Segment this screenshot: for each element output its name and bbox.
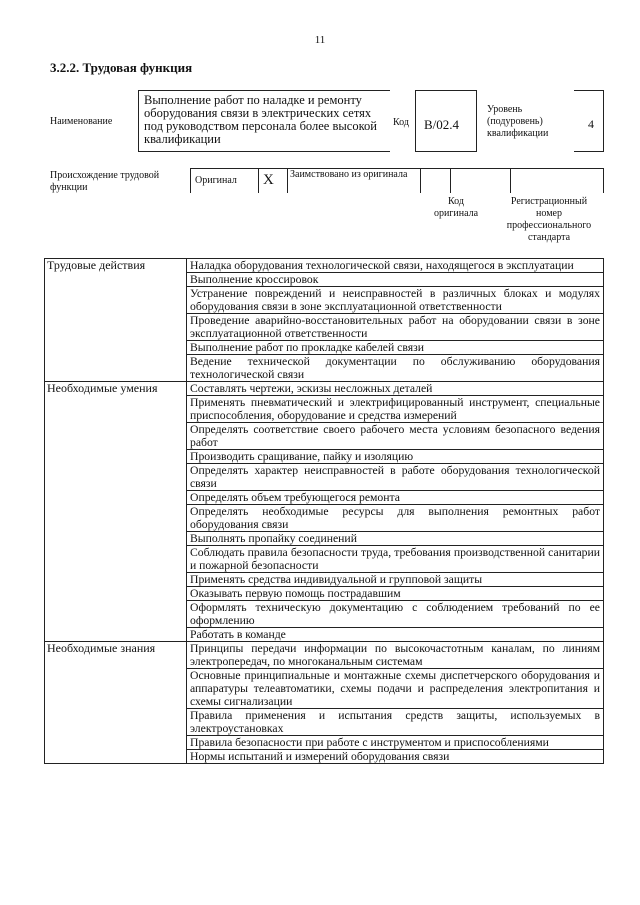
origin-borrowed-cell — [287, 169, 421, 193]
page-number: 11 — [314, 34, 326, 46]
section-item: Производить сращивание, пайку и изоляцию — [187, 450, 604, 464]
section-item: Применять средства индивидуальной и групповой защиты — [187, 573, 604, 587]
section-item: Выполнять пропайку соединений — [187, 532, 604, 546]
section-title: Необходимые знания — [45, 642, 187, 764]
details-table-body — [45, 259, 604, 764]
section-item: Применять пневматический и электрифицированный инструмент, специальные приспособления, оборудование и средства измерений — [187, 396, 604, 423]
section-item: Определять необходимые ресурсы для выполнения ремонтных работ оборудования связи — [187, 505, 604, 532]
section-item: Проведение аварийно-восстановительных работ на оборудовании связи в зоне эксплуатационной ответственности — [187, 314, 604, 341]
section-item: Ведение технической документации по обслуживанию оборудования технологической связи — [187, 355, 604, 382]
origin-code-label: Код оригинала — [433, 196, 479, 219]
level-label: Уровень (подуровень) квалификации — [487, 104, 549, 139]
section-item: Основные принципиальные и монтажные схемы диспетчерского оборудования и аппаратуры телеавтоматики, схемы подачи и распределения электропитания и схемы сигнализации — [187, 669, 604, 709]
origin-row — [190, 168, 604, 193]
origin-code-cell — [450, 169, 511, 193]
section-item: Выполнение кроссировок — [187, 273, 604, 287]
section-item: Оформлять техническую документацию с соблюдением требований по ее оформлению — [187, 601, 604, 628]
table-row — [45, 259, 604, 273]
function-name-box: Выполнение работ по наладке и ремонту оборудования связи в электрических сетях под руководством персонала более высокой квалификации — [138, 90, 390, 152]
origin-mark-cell — [258, 169, 288, 193]
section-item: Определять объем требующегося ремонта — [187, 491, 604, 505]
section-item: Определять соответствие своего рабочего места условиям безопасного ведения работ — [187, 423, 604, 450]
section-item: Работать в команде — [187, 628, 604, 642]
section-item: Соблюдать правила безопасности труда, требования производственной санитарии и пожарной безопасности — [187, 546, 604, 573]
section-item: Наладка оборудования технологической связи, находящегося в эксплуатации — [187, 259, 604, 273]
section-item: Составлять чертежи, эскизы несложных деталей — [187, 382, 604, 396]
section-title: Необходимые умения — [45, 382, 187, 642]
section-item: Устранение повреждений и неисправностей в различных блоках и модулях оборудования связи в зоне эксплуатационной ответственности — [187, 287, 604, 314]
section-item: Определять характер неисправностей в работе оборудования технологической связи — [187, 464, 604, 491]
code-label: Код — [393, 117, 409, 128]
section-item: Выполнение работ по прокладке кабелей связи — [187, 341, 604, 355]
origin-label: Происхождение трудовой функции — [50, 170, 160, 193]
function-details-table — [44, 258, 604, 764]
table-row — [45, 642, 604, 669]
section-title: Трудовые действия — [45, 259, 187, 382]
section-item: Принципы передачи информации по высокочастотным каналам, по линиям электропередач, по многоканальным системам — [187, 642, 604, 669]
origin-borrowed-label: Заимствовано из оригинала — [290, 169, 408, 180]
section-item: Правила применения и испытания средств защиты, используемых в электроустановках — [187, 709, 604, 736]
section-item: Нормы испытаний и измерений оборудования связи — [187, 750, 604, 764]
origin-original-label: Оригинал — [195, 175, 237, 186]
origin-empty-cell — [420, 169, 451, 193]
origin-reg-label: Регистрационный номер профессионального стандарта — [506, 196, 592, 243]
origin-mark: X — [263, 172, 274, 188]
code-value-box: B/02.4 — [415, 90, 477, 152]
table-row — [45, 382, 604, 396]
level-value-box: 4 — [574, 90, 604, 152]
section-item: Правила безопасности при работе с инструментом и приспособлениями — [187, 736, 604, 750]
section-item: Оказывать первую помощь пострадавшим — [187, 587, 604, 601]
section-heading: 3.2.2. Трудовая функция — [50, 60, 193, 75]
origin-original-cell — [191, 169, 259, 193]
name-label: Наименование — [50, 116, 113, 127]
